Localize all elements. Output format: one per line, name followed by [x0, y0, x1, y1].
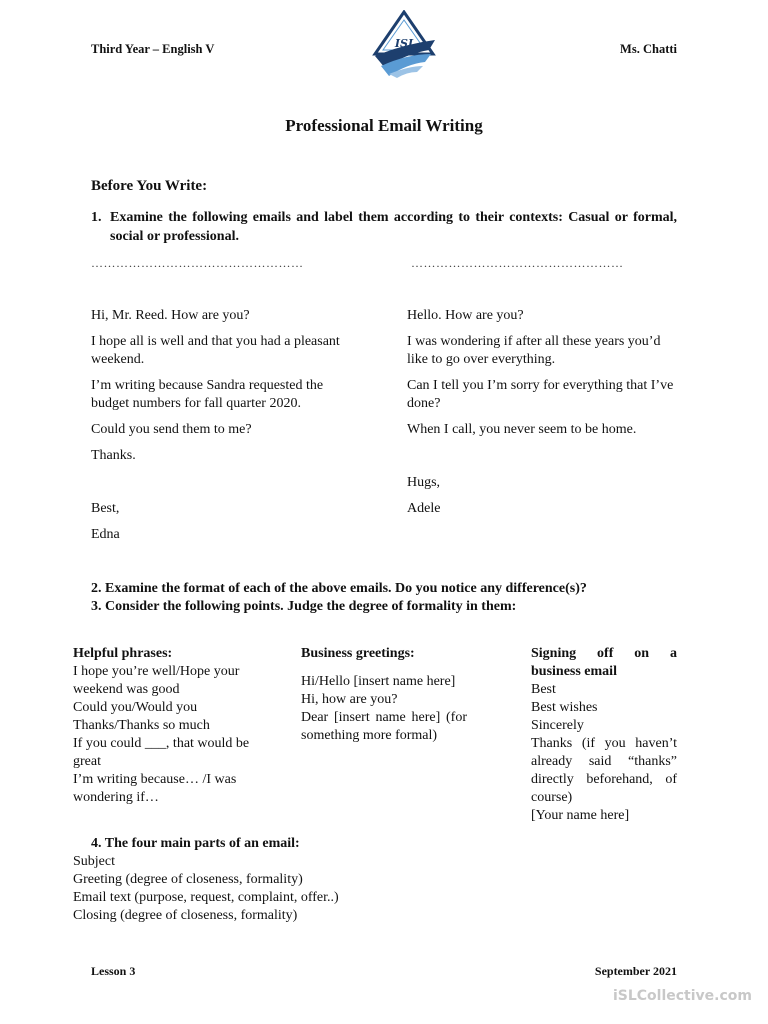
answer-blank-left: ……………………………………………	[91, 256, 304, 270]
question-1	[91, 208, 677, 246]
email-left-line: Hi, Mr. Reed. How are you?	[91, 308, 250, 323]
signoff-item: [Your name here]	[531, 808, 630, 823]
email-part-item: Greeting (degree of closeness, formality)	[73, 872, 303, 887]
helpful-phrases-box	[73, 645, 263, 807]
section-heading: Before You Write:	[91, 178, 208, 194]
email-parts-list	[73, 835, 339, 925]
site-watermark: iSLCollective.com	[612, 988, 752, 1004]
email-part-item: Email text (purpose, request, complaint, offer..)	[73, 890, 339, 905]
greeting-item: Dear [insert name here] (for something more formal)	[301, 710, 467, 743]
page-title: Professional Email Writing	[285, 116, 483, 135]
lesson-label: Lesson 3	[91, 964, 136, 978]
email-left-line: I hope all is well and that you had a pleasant weekend.	[91, 334, 340, 367]
signing-off-heading: Signing off on a business email	[531, 646, 677, 679]
email-part-item: Closing (degree of closeness, formality)	[73, 908, 298, 923]
helpful-phrase-item: Thanks/Thanks so much	[73, 718, 210, 733]
email-left-line: Could you send them to me?	[91, 422, 252, 437]
email-right-signoff: Hugs,	[407, 475, 441, 490]
email-right-line: Hello. How are you?	[407, 308, 524, 323]
helpful-phrase-item: I’m writing because… /I was wondering if…	[73, 772, 237, 805]
question-3: 3. Consider the following points. Judge the degree of formality in them:	[91, 599, 517, 614]
date-label: September 2021	[594, 964, 677, 978]
helpful-phrase-item: I hope you’re well/Hope your weekend was good	[73, 664, 240, 697]
greeting-item: Hi/Hello [insert name here]	[301, 674, 456, 689]
email-left-signature: Edna	[91, 527, 120, 542]
course-label: Third Year – English V	[91, 42, 215, 56]
helpful-phrase-item: Could you/Would you	[73, 700, 198, 715]
email-parts-heading: 4. The four main parts of an email:	[91, 836, 300, 851]
business-greetings-box	[301, 645, 467, 745]
signoff-item: Sincerely	[531, 718, 584, 733]
business-greetings-heading: Business greetings:	[301, 646, 415, 661]
email-right-line: Can I tell you I’m sorry for everything that I’ve done?	[407, 378, 674, 411]
email-left-line: Thanks.	[91, 448, 136, 463]
signing-off-box	[531, 645, 677, 825]
question-2: 2. Examine the format of each of the above emails. Do you notice any difference(s)?	[91, 581, 587, 596]
signoff-item: Thanks (if you haven’t already said “thanks” directly beforehand, of course)	[531, 736, 677, 805]
greeting-item: Hi, how are you?	[301, 692, 398, 707]
helpful-phrases-heading: Helpful phrases:	[73, 646, 173, 661]
svg-text:ISI: ISI	[394, 37, 414, 50]
signoff-item: Best wishes	[531, 700, 598, 715]
email-right-line: When I call, you never seem to be home.	[407, 422, 637, 437]
answer-blank-right: ……………………………………………	[411, 256, 624, 270]
email-left-signoff: Best,	[91, 501, 120, 516]
question-1-text: Examine the following emails and label them according to their contexts: Casual or formal, social or professional.	[110, 210, 677, 244]
signoff-item: Best	[531, 682, 556, 697]
school-logo	[371, 10, 437, 80]
helpful-phrase-item: If you could ___, that would be great	[73, 736, 250, 769]
teacher-label: Ms. Chatti	[620, 42, 677, 56]
email-part-item: Subject	[73, 854, 115, 869]
email-left-line: I’m writing because Sandra requested the budget numbers for fall quarter 2020.	[91, 378, 324, 411]
email-right-line: I was wondering if after all these years you’d like to go over everything.	[407, 334, 661, 367]
email-right-signature: Adele	[407, 501, 441, 516]
question-1-number: 1.	[91, 210, 102, 225]
